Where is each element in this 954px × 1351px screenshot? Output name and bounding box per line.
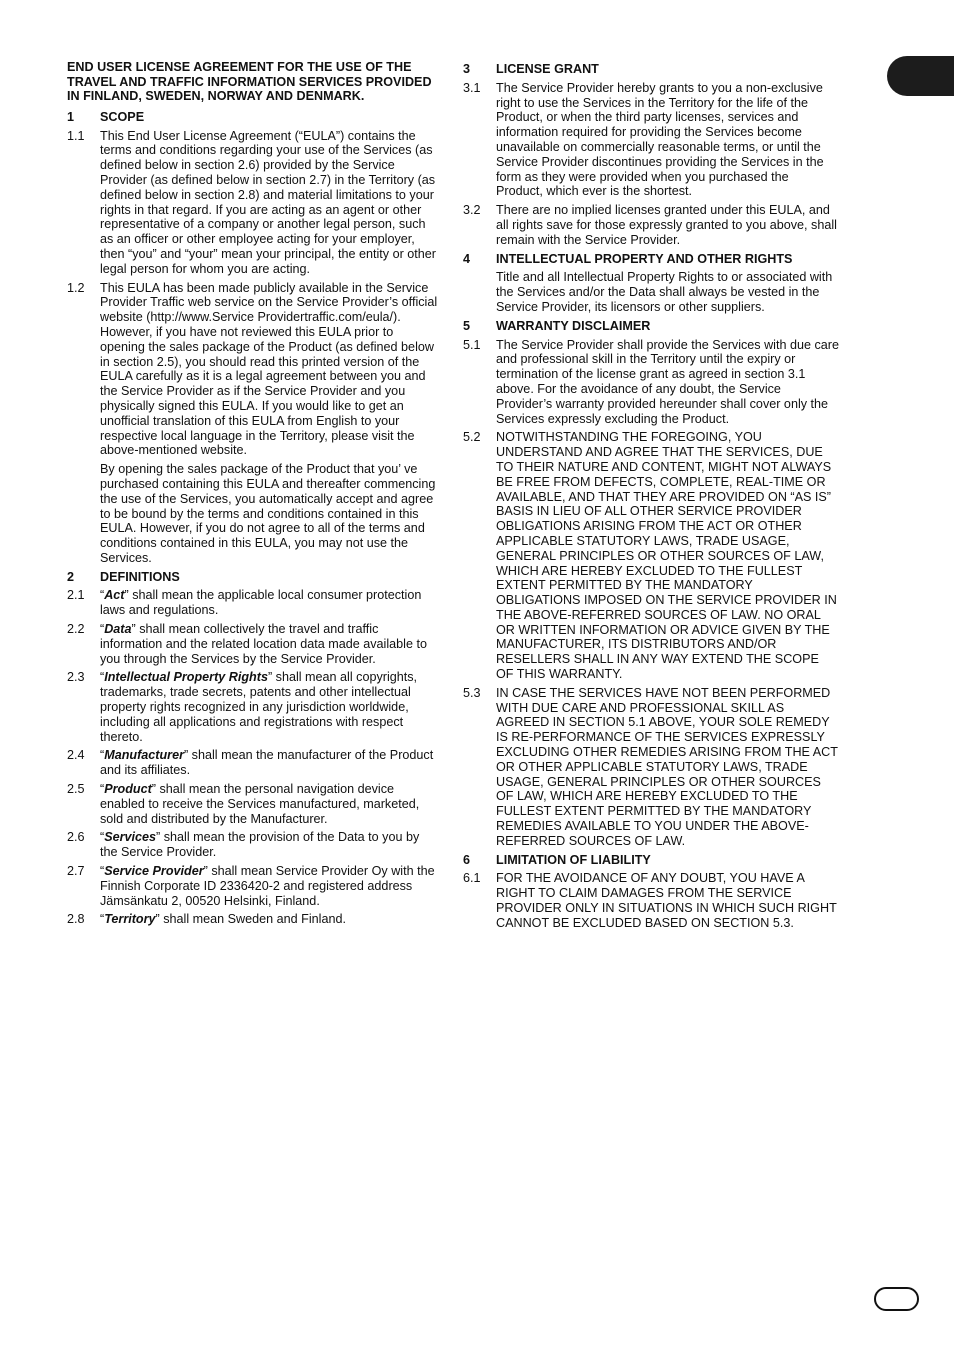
defined-term: Manufacturer [104,748,184,763]
definition-item: 2.7 “Service Provider” shall mean Service Provider Oy with the Finnish Corporate ID 2336420-2 and registered address Jämsänkatu 2, 00520 Helsinki, Finland. [67,864,435,908]
definition-item: 2.6 “Services” shall mean the provision of the Data to you by the Service Provider. [67,830,420,860]
clause-1-2: 1.2 This EULA has been made publicly available in the Service Provider Traffic web service on the Service Provider’s official website (http://www.Service Providertraffic.com/eula/). However, if you have not reviewed this EULA prior to opening the sales package of the Product (as defined below in section 2.5), you should read this printed version of the EULA carefully as it is a legal agreement between you and the Service Provider as if the Service Provider and you physically signed this EULA. If you would like to get an unofficial translation of this EULA from English to your respective local language in the Territory, please visit the above-mentioned website. [67,280,438,458]
section-4-heading: 4 INTELLECTUAL PROPERTY AND OTHER RIGHTS [463,251,793,266]
section-6-heading: 6 LIMITATION OF LIABILITY [463,852,651,867]
chapter-tab [887,56,954,96]
definition-item: 2.3 “Intellectual Property Rights” shall mean all copyrights, trademarks, trade secrets, patents and other intellectual property rights recognized in any jurisdiction worldwide, including all applications and registrations with respect thereto. [67,670,418,744]
clause-1-1: 1.1 This End User License Agreement (“EULA”) contains the terms and conditions regarding your use of the Services (as defined below in section 2.6) provided by the Service Provider (as defined below in section 2.7) in the Territory (as defined below in section 2.8) and material limitations to your rights in that regard. If you are acting as an agent or other representative of a company or another legal person, such as an officer or other employee acting for your employer, then “you” and “your” mean your principal, the entity or other legal person for whom you are acting. [67,128,437,276]
section-5-heading: 5 WARRANTY DISCLAIMER [463,318,651,333]
section-3-heading: 3 LICENSE GRANT [463,62,599,76]
agreement-title: END USER LICENSE AGREEMENT FOR THE USE OF THE TRAVEL AND TRAFFIC INFORMATION SERVICES PROVIDED IN FINLAND, SWEDEN, NORWAY AND DENMARK. [67,60,432,104]
section-1-heading: 1 SCOPE [67,109,145,124]
clause-3-2: 3.2 There are no implied licenses granted under this EULA, and all rights save for those expressly granted to you above, shall remain with the Service Provider. [463,203,837,247]
defined-term: Product [104,782,152,797]
defined-term: Data [104,622,132,637]
definition-item: 2.1 “Act” shall mean the applicable local consumer protection laws and regulations. [67,588,422,618]
clause-3-1: 3.1 The Service Provider hereby grants to you a non-exclusive right to use the Services in the Territory for the life of the Product, or when the third party licenses, services and information required for providing the Services become unavailable on commercially reasonable terms, or until the Service Provider discontinues providing the Services in the form as they were provided when you purchased the Product, which ever is the shortest. [463,80,824,199]
defined-term: Services [104,830,157,845]
clause-5-3: 5.3 IN CASE THE SERVICES HAVE NOT BEEN PERFORMED WITH DUE CARE AND PROFESSIONAL SKILL AS AGREED IN SECTION 5.1 ABOVE, YOUR SOLE REMEDY IS RE-PERFORMANCE OF THE SERVICES EXPRESSLY EXCLUDING OTHER REMEDIES ARISING FROM THE ACT OR OTHER APPLICABLE STATUTORY LAWS, TRADE USAGE, GENERAL PRINCIPLES OR OTHER SOURCES OF LAW, WHICH ARE HEREBY EXCLUDED TO THE FULLEST EXTENT PERMITTED BY THE MANDATORY REMEDIES AVAILABLE TO YOU UNDER THE ABOVE-REFERRED SOURCES OF LAW. [463,685,838,848]
clause-5-1: 5.1 The Service Provider shall provide the Services with due care and professional skill in the Territory until the expiry or termination of the license grant as agreed in section 3.1 above. For the avoidance of any doubt, the Service Provider’s warranty provided hereunder shall cover only the Services expressly excluding the Product. [463,337,839,426]
clause-6-1: 6.1 FOR THE AVOIDANCE OF ANY DOUBT, YOU HAVE A RIGHT TO CLAIM DAMAGES FROM THE SERVICE PROVIDER ONLY IN SITUATIONS IN WHICH SUCH RIGHT CANNOT BE EXCLUDED BASED ON SECTION 5.3. [463,871,837,930]
clause-1-2-continued: By opening the sales package of the Product that you’ ve purchased containing this EULA and thereafter commencing the use of the Services, you automatically accept and agree to be bound by the terms and conditions contained in this EULA. However, if you do not agree to all of the terms and conditions contained in this EULA, you may not use the Services. [100,462,436,565]
defined-term: Service Provider [104,864,204,879]
definition-item: 2.8 “Territory” shall mean Sweden and Finland. [67,912,346,927]
definition-item: 2.5 “Product” shall mean the personal navigation device enabled to receive the Services manufactured, marketed, sold and distributed by the Manufacturer. [67,782,420,826]
definition-item: 2.2 “Data” shall mean collectively the travel and traffic information and the related location data made available to you through the Services by the Service Provider. [67,622,427,666]
section-4-text: Title and all Intellectual Property Rights to or associated with the Services and/or the Data shall always be vested in the Service Provider, its licensors or other suppliers. [496,270,833,314]
right-column [463,60,839,935]
defined-term: Territory [104,912,156,927]
section-2-heading: 2 DEFINITIONS [67,569,180,584]
definition-item: 2.4 “Manufacturer” shall mean the manufacturer of the Product and its affiliates. [67,748,434,778]
defined-term: Intellectual Property Rights [104,670,268,685]
page-number-badge [874,1287,919,1311]
clause-5-2: 5.2 NOTWITHSTANDING THE FOREGOING, YOU UNDERSTAND AND AGREE THAT THE SERVICES, DUE TO THEIR NATURE AND CONTENT, MIGHT NOT ALWAYS BE FREE FROM DEFECTS, COMPLETE, REAL-TIME OR AVAILABLE, AND THAT THEY ARE PROVIDED ON “AS IS” BASIS IN LIEU OF ALL OTHER SERVICE PROVIDER OBLIGATIONS ARISING FROM THE ACT OR OTHER APPLICABLE STATUTORY LAWS, TRADE USAGE, GENERAL PRINCIPLES OR OTHER SOURCES OF LAW, WHICH ARE HEREBY EXCLUDED TO THE FULLEST EXTENT PERMITTED BY THE MANDATORY OBLIGATIONS IMPOSED ON THE SERVICE PROVIDER IN THE ABOVE-REFERRED SOURCES OF LAW. NO ORAL OR WRITTEN INFORMATION OR ADVICE GIVEN BY THE MANUFACTURER, ITS DISTRIBUTORS AND/OR RESELLERS SHALL IN ANY WAY EXTEND THE SCOPE OF THIS WARRANTY. [463,430,837,682]
defined-term: Act [104,588,125,603]
left-column [67,60,439,931]
